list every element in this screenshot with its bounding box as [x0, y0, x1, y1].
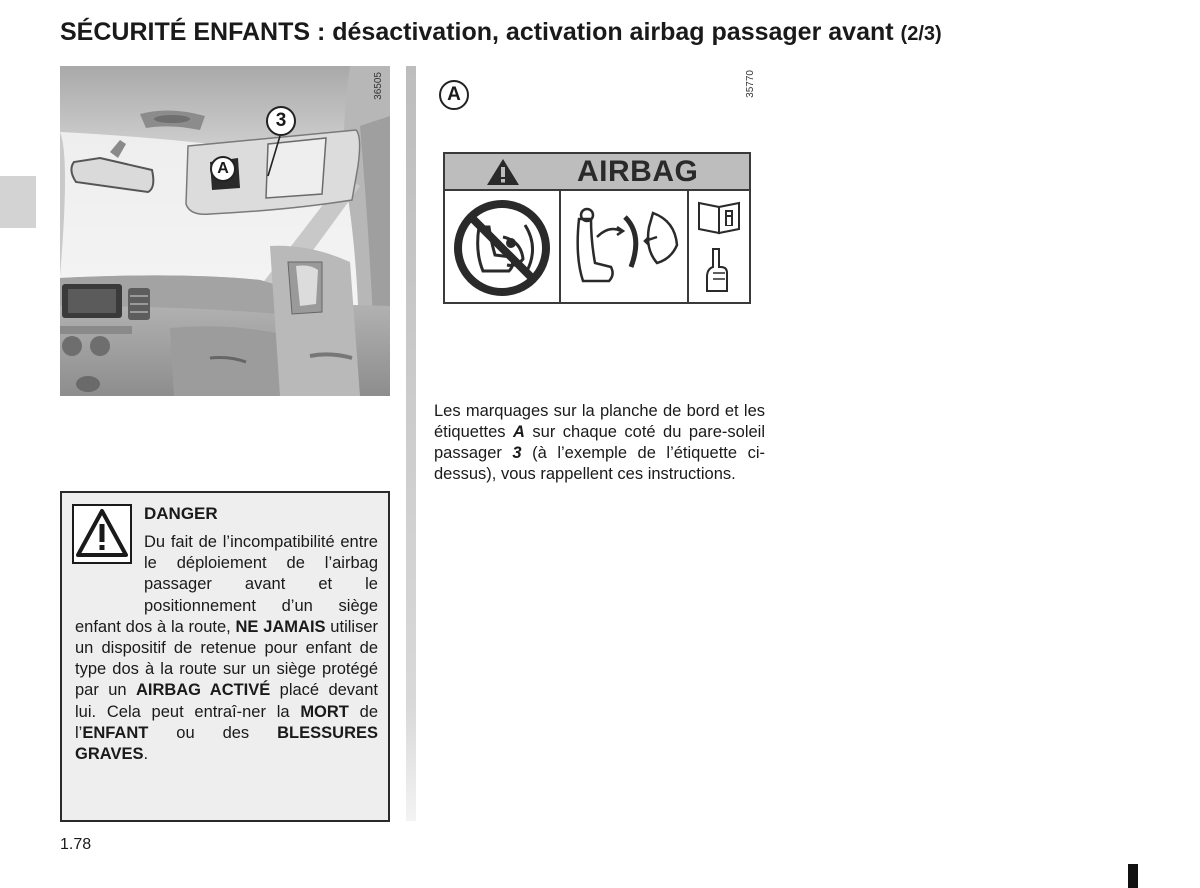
page-title-text: SÉCURITÉ ENFANTS : désactivation, activation airbag passager avant — [60, 18, 894, 46]
danger-text-3: placé devant lui. Cela peut entraî-ner la — [75, 681, 378, 721]
warning-triangle-icon — [485, 157, 521, 187]
danger-body-text — [75, 532, 378, 765]
danger-text-5: ou des — [148, 723, 278, 742]
callout-3: 3 — [266, 106, 296, 136]
danger-emph-mort: MORT — [300, 702, 349, 721]
airbag-warning-label — [443, 152, 751, 304]
danger-text-2: utiliser un dispositif de retenue pour enfant de type dos à la route sur un siège protégé par un — [75, 617, 378, 700]
airbag-label-figure — [432, 66, 772, 366]
figure-code-left: 36505 — [373, 72, 384, 100]
sun-visor-illustration — [60, 66, 390, 396]
section-tab — [0, 176, 36, 228]
airbag-deployment-icon — [565, 197, 683, 299]
danger-emph-ne-jamais: NE JAMAIS — [235, 617, 326, 636]
danger-warning-box — [60, 491, 390, 822]
marker-a-right: A — [439, 80, 469, 110]
airbag-label-header — [445, 154, 749, 191]
danger-emph-blessures: BLESSURES GRAVES — [75, 723, 378, 764]
danger-emph-enfant: ENFANT — [82, 723, 149, 742]
marker-a-left: A — [210, 156, 236, 182]
danger-text-4: de l’ — [75, 702, 378, 742]
page-number: 1.78 — [60, 836, 92, 853]
label-explanation-text — [434, 401, 765, 485]
page-corner-mark — [1128, 864, 1138, 888]
page-title — [60, 18, 942, 47]
danger-emph-airbag-active: AIRBAG ACTIVÉ — [135, 681, 271, 700]
airbag-label-pictograms — [445, 191, 749, 304]
para-ref-a: A — [513, 423, 525, 441]
figure-code-right: 35770 — [745, 70, 756, 98]
airbag-heading: AIRBAG — [577, 155, 699, 188]
page-title-suffix: (2/3) — [900, 23, 942, 45]
column-divider — [406, 66, 416, 821]
para-text-1: Les marquages sur la planche de bord et les étiquettes — [434, 402, 765, 441]
para-text-3: (à l’exemple de l’étiquette ci-dessus), vous rappellent ces instructions. — [434, 444, 765, 483]
callout-3-leader — [60, 66, 390, 396]
danger-heading: DANGER — [144, 504, 218, 523]
danger-text-1: Du fait de l’incompatibilité entre le déploiement de l’airbag passager avant et le positionnement d’un siège enfant dos à la route, — [75, 533, 378, 636]
danger-text-6: . — [143, 745, 149, 764]
no-rear-facing-child-seat-icon — [451, 197, 553, 299]
para-text-2: sur chaque coté du pare-soleil passager — [434, 423, 766, 462]
para-ref-3: 3 — [512, 444, 522, 462]
read-manual-icon — [693, 197, 749, 299]
